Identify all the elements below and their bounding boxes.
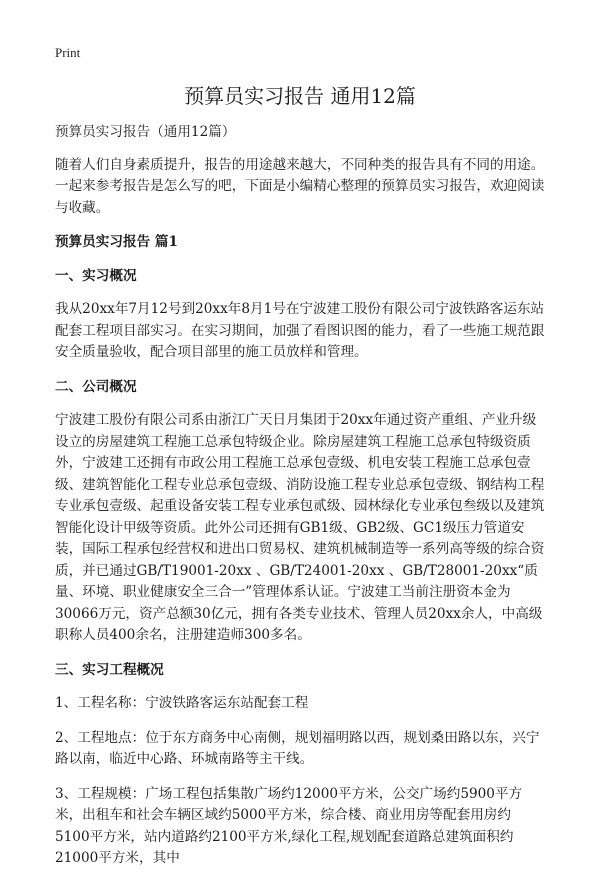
part-title: 预算员实习报告 篇1 <box>55 234 178 250</box>
overview-paragraph: 我从20xx年7月12号到20xx年8月1号在宁波建工股份有限公司宁波铁路客运东站配套工程项目部实习。在实习期间，加强了看图识图的能力，看了一些施工规范跟安全质量验收，配合项目部里的施工员放样和管理。 <box>55 301 545 360</box>
section-heading-overview: 一、实习概况 <box>55 267 137 284</box>
document-body <box>55 122 545 883</box>
project-scale-paragraph: 3、工程规模：广场工程包括集散广场约12000平方米，公交广场约5900平方米，出租车和社会车辆区域约5000平方米，综合楼、商业用房等配套用房约5100平方米，站内道路约2100平方米,绿化工程,规划配套道路总建筑面积约21000平方米，其中 <box>55 785 523 866</box>
section-heading-project: 三、实习工程概况 <box>55 661 164 678</box>
intro-paragraph: 随着人们自身素质提升，报告的用途越来越大，不同种类的报告具有不同的用途。一起来参考报告是怎么写的吧，下面是小编精心整理的预算员实习报告，欢迎阅读与收藏。 <box>55 156 545 216</box>
project-name-paragraph: 1、工程名称：宁波铁路客运东站配套工程 <box>55 695 309 711</box>
company-paragraph: 宁波建工股份有限公司系由浙江广天日月集团于20xx年通过资产重组、产业升级设立的房屋建筑工程施工总承包特级企业。除房屋建筑工程施工总承包特级资质外，宁波建工还拥有市政公用工程施工总承包壹级、机电安装工程施工总承包壹级、建筑智能化工程专业总承包壹级、消防设施工程专业总承包壹级、钢结构工程专业承包壹级、起重设备安装工程专业承包贰级、园林绿化专业承包叁级以及建筑智能化设计甲级等资质。此外公司还拥有GB1级、GB2级、GC1级压力管道安装，国际工程承包经营权和进出口贸易权、建筑机械制造等一系列高等级的综合资质，并已通过GB/T19001-20xx 、GB/T24001-20xx 、GB/T28001-20xx“质量、环境、职业健康安全三合一”管理体系认证。宁波建工当前注册资本金为30066万元，资产总额30亿元，拥有各类专业技术、管理人员20xx余人，中高级职称人员400余名，注册建造师300多名。 <box>55 412 545 643</box>
section-heading-company: 二、公司概况 <box>55 378 137 395</box>
document-subtitle: 预算员实习报告（通用12篇） <box>55 124 236 140</box>
project-location-paragraph: 2、工程地点：位于东方商务中心南侧，规划福明路以西，规划桑田路以东，兴宁路以南，临近中心路、环城南路等主干线。 <box>55 729 540 767</box>
print-link[interactable]: Print <box>55 45 81 60</box>
document-title: 预算员实习报告 通用12篇 <box>184 84 416 108</box>
